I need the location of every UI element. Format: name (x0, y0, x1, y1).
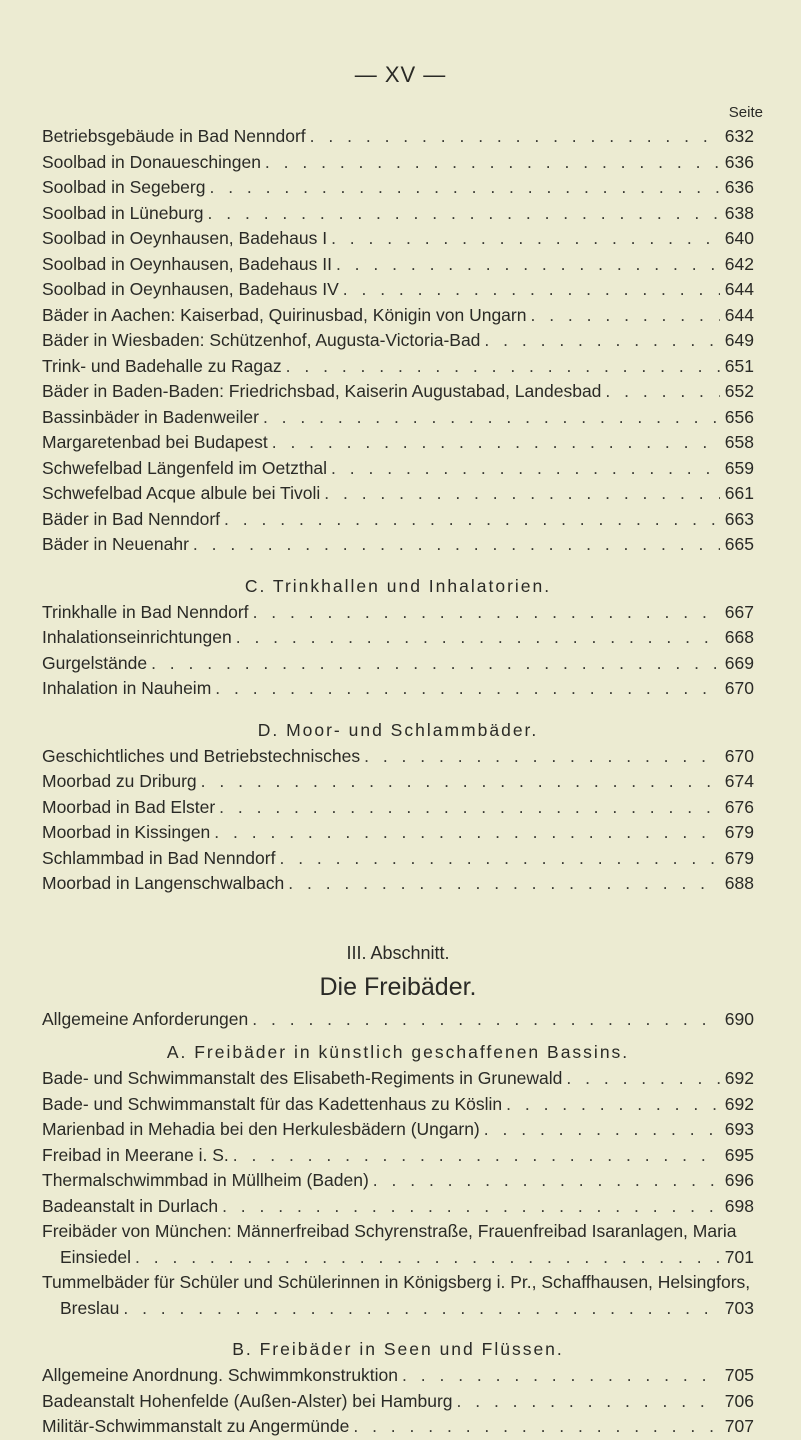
toc-entry: Trink- und Badehalle zu Ragaz . . . 651 (42, 354, 754, 380)
toc-entry: Schwefelbad Acque albule bei Tivoli . . . 661 (42, 481, 754, 507)
table-of-contents (42, 124, 754, 1440)
part-title: Die Freibäder. (319, 972, 477, 1001)
toc-entry: Thermalschwimmbad in Müllheim (Baden) . . . 696 (42, 1168, 754, 1194)
seite-label: Seite (728, 104, 763, 121)
toc-entry: Bäder in Bad Nenndorf . . . 663 (42, 507, 754, 533)
toc-entry: Freibad in Meerane i. S. . . . 695 (42, 1143, 754, 1169)
toc-entry: Inhalation in Nauheim . . . 670 (42, 676, 754, 702)
section-d-heading: D. Moor- und Schlammbäder. (257, 719, 539, 740)
part-heading: III. Abschnitt. (346, 942, 450, 963)
toc-entry: Geschichtliches und Betriebstechnisches . . . 670 (42, 744, 754, 770)
group1-list (42, 124, 754, 558)
toc-entry: Schwefelbad Längenfeld im Oetzthal . . . 659 (42, 456, 754, 482)
toc-entry: Bassinbäder in Badenweiler . . . 656 (42, 405, 754, 431)
toc-entry: Militär-Schwimmanstalt zu Angermünde . . . 707 (42, 1414, 754, 1440)
toc-entry: Bade- und Schwimmanstalt des Elisabeth-Regiments in Grunewald . . . 692 (42, 1066, 754, 1092)
toc-entry: Bäder in Neuenahr . . . 665 (42, 532, 754, 558)
toc-entry: Soolbad in Oeynhausen, Badehaus IV . . . 644 (42, 277, 754, 303)
toc-entry: Margaretenbad bei Budapest . . . 658 (42, 430, 754, 456)
toc-entry: Badeanstalt in Durlach . . . 698 (42, 1194, 754, 1220)
toc-entry: Soolbad in Donaueschingen . . . 636 (42, 150, 754, 176)
section-b-heading: B. Freibäder in Seen und Flüssen. (232, 1339, 564, 1359)
toc-entry: Moorbad in Bad Elster . . . 676 (42, 795, 754, 821)
toc-entry: Bäder in Baden-Baden: Friedrichsbad, Kaiserin Augustabad, Landesbad . . . 652 (42, 379, 754, 405)
section-a-heading: A. Freibäder in künstlich geschaffenen Bassins. (166, 1042, 630, 1062)
toc-entry: Allgemeine Anordnung. Schwimmkonstruktion . . . 705 (42, 1363, 754, 1389)
toc-entry-multiline: Tummelbäder für Schüler und Schülerinnen in Königsberg i. Pr., Schaffhausen, Helsingfors, Breslau . . . 703 (42, 1270, 754, 1321)
toc-entry: Inhalationseinrichtungen . . . 668 (42, 625, 754, 651)
toc-entry: Bäder in Aachen: Kaiserbad, Quirinusbad, Königin von Ungarn . . . 644 (42, 303, 754, 329)
toc-entry: Soolbad in Lüneburg . . . 638 (42, 201, 754, 227)
toc-entry: Marienbad in Mehadia bei den Herkulesbädern (Ungarn) . . . 693 (42, 1117, 754, 1143)
toc-entry: Bade- und Schwimmanstalt für das Kadettenhaus zu Köslin . . . 692 (42, 1092, 754, 1118)
toc-entry: Gurgelstände . . . 669 (42, 651, 754, 677)
page-number: — XV — (354, 62, 447, 87)
toc-entry: Moorbad in Langenschwalbach . . . 688 (42, 871, 754, 897)
toc-entry: Bäder in Wiesbaden: Schützenhof, Augusta-Victoria-Bad . . . 649 (42, 328, 754, 354)
toc-entry: Trinkhalle in Bad Nenndorf . . . 667 (42, 600, 754, 626)
toc-entry: Moorbad in Kissingen . . . 679 (42, 820, 754, 846)
toc-entry: Soolbad in Segeberg . . . 636 (42, 175, 754, 201)
toc-entry: Badeanstalt Hohenfelde (Außen-Alster) bei Hamburg . . . 706 (42, 1389, 754, 1415)
section-c-heading: C. Trinkhallen und Inhalatorien. (244, 575, 552, 596)
toc-entry: Allgemeine Anforderungen . . . 690 (42, 1007, 754, 1033)
toc-entry: Soolbad in Oeynhausen, Badehaus II . . . 642 (42, 252, 754, 278)
toc-entry: Schlammbad in Bad Nenndorf . . . 679 (42, 846, 754, 872)
toc-entry-multiline: Freibäder von München: Männerfreibad Schyrenstraße, Frauenfreibad Isaranlagen, Maria Einsiedel . . . 701 (42, 1219, 754, 1270)
toc-entry: Soolbad in Oeynhausen, Badehaus I . . . 640 (42, 226, 754, 252)
toc-entry: Betriebsgebäude in Bad Nenndorf . . . 632 (42, 124, 754, 150)
toc-entry: Moorbad zu Driburg . . . 674 (42, 769, 754, 795)
